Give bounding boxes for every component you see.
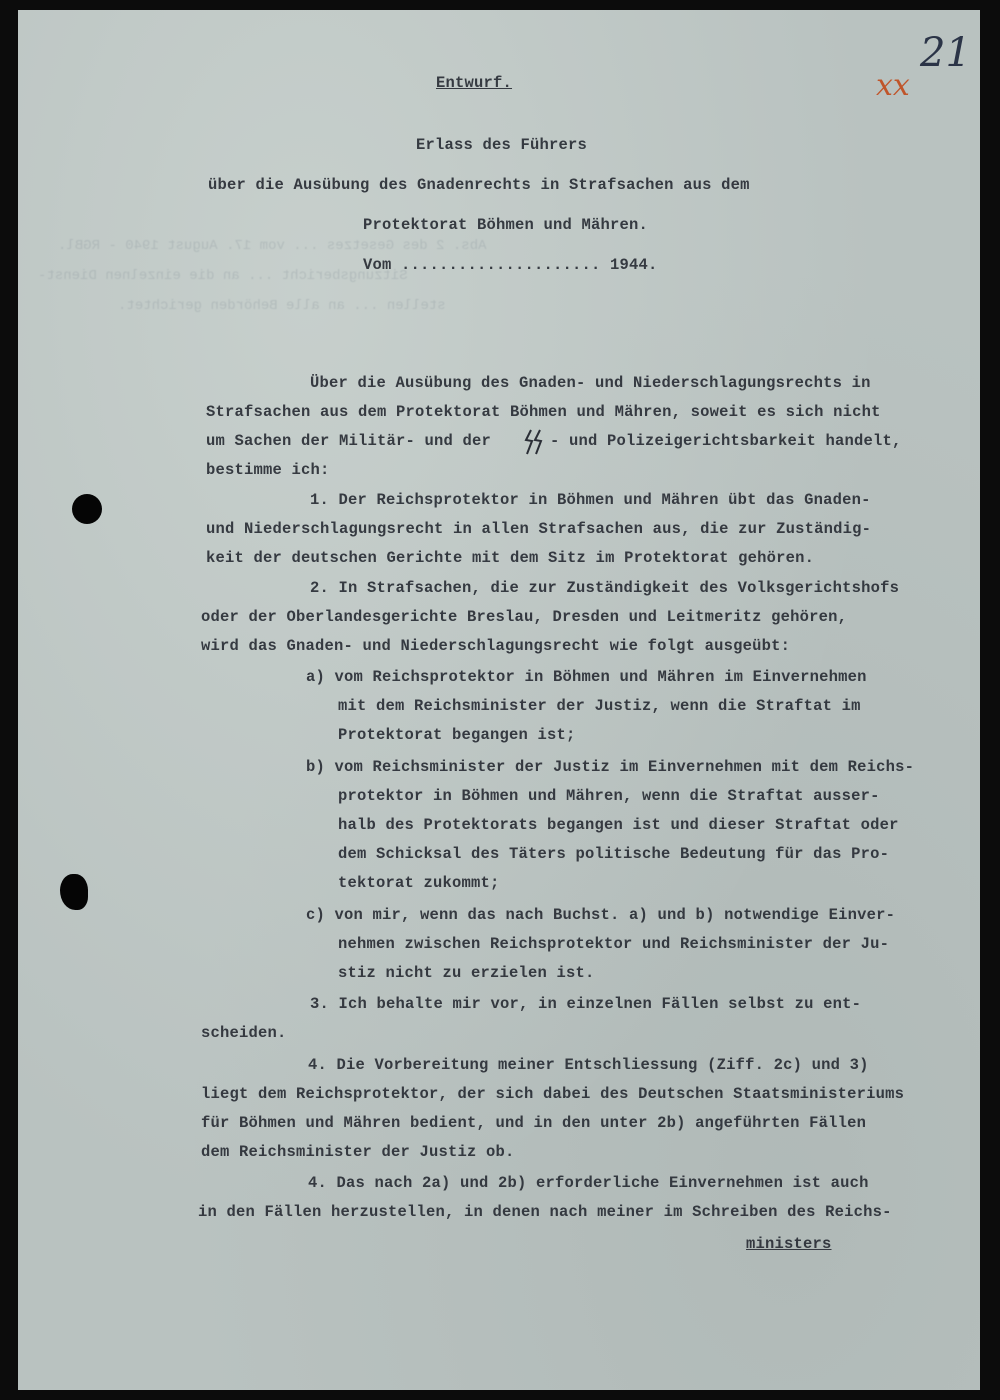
para2-a-line-2: mit dem Reichsminister der Justiz, wenn die Straftat im [338,697,861,715]
subtitle-line-1: über die Ausübung des Gnadenrechts in Strafsachen aus dem [208,176,750,194]
para2-b-line-4: dem Schicksal des Täters politische Bedeutung für das Pro- [338,845,890,863]
intro-line-3a: um Sachen der Militär- und der [206,432,492,450]
para2-c-line-1: c) von mir, wenn das nach Buchst. a) und b) notwendige Einver- [306,906,896,924]
ss-runes-mark [523,428,545,456]
para3-line-2: scheiden. [201,1024,287,1042]
para1-line-1: 1. Der Reichsprotektor in Böhmen und Mähren übt das Gnaden- [310,491,871,509]
intro-line-2: Strafsachen aus dem Protektorat Böhmen und Mähren, soweit es sich nicht [206,403,881,421]
para2-c-line-3: stiz nicht zu erzielen ist. [338,964,595,982]
para2-line-2: oder der Oberlandesgerichte Breslau, Dresden und Leitmeritz gehören, [201,608,848,626]
para2-line-1: 2. In Strafsachen, die zur Zuständigkeit des Volksgerichtshofs [310,579,900,597]
intro-line-4: bestimme ich: [206,461,330,479]
catchword: ministers [746,1235,832,1253]
para2-b-line-1: b) vom Reichsminister der Justiz im Einvernehmen mit dem Reichs- [306,758,915,776]
para2-line-3: wird das Gnaden- und Niederschlagungsrecht wie folgt ausgeübt: [201,637,791,655]
para3-line-1: 3. Ich behalte mir vor, in einzelnen Fällen selbst zu ent- [310,995,862,1013]
punch-hole-top [72,494,102,524]
para5-line-1: 4. Das nach 2a) und 2b) erforderliche Einvernehmen ist auch [308,1174,869,1192]
para2-a-line-3: Protektorat begangen ist; [338,726,576,744]
para4-line-4: dem Reichsminister der Justiz ob. [201,1143,515,1161]
document-page [18,10,980,1390]
draft-heading: Entwurf. [436,74,513,92]
document-title: Erlass des Führers [416,136,588,154]
para1-line-2: und Niederschlagungsrecht in allen Strafsachen aus, die zur Zuständig- [206,520,872,538]
punch-hole-bottom [60,874,88,910]
para2-c-line-2: nehmen zwischen Reichsprotektor und Reichsminister der Ju- [338,935,890,953]
para2-b-line-3: halb des Protektorats begangen ist und dieser Straftat oder [338,816,899,834]
bleed-through-line-1: Abs. 2 des Gesetzes ... vom 17. August 1940 - RGBl. [58,238,487,254]
para4-line-1: 4. Die Vorbereitung meiner Entschliessung (Ziff. 2c) und 3) [308,1056,869,1074]
para5-line-2: in den Fällen herzustellen, in denen nach meiner im Schreiben des Reichs- [198,1203,892,1221]
bleed-through-line-2: Sitzungsbericht ... an die einzelnen Dienst- [38,268,408,284]
page-number-annotation: 21 [920,30,971,76]
handwritten-mark: xx [876,68,910,103]
subtitle-line-2: Protektorat Böhmen und Mähren. [363,216,649,234]
para2-a-line-1: a) vom Reichsprotektor in Böhmen und Mähren im Einvernehmen [306,668,867,686]
intro-line-3b: - und Polizeigerichtsbarkeit handelt, [550,432,902,450]
para1-line-3: keit der deutschen Gerichte mit dem Sitz im Protektorat gehören. [206,549,815,567]
para2-b-line-5: tektorat zukommt; [338,874,500,892]
para4-line-3: für Böhmen und Mähren bedient, und in den unter 2b) angeführten Fällen [201,1114,867,1132]
bleed-through-line-3: stellen ... an alle Behörden gerichtet. [118,298,446,314]
para4-line-2: liegt dem Reichsprotektor, der sich dabei des Deutschen Staatsministeriums [201,1085,905,1103]
intro-line-1: Über die Ausübung des Gnaden- und Niederschlagungsrechts in [310,374,871,392]
date-line: Vom ..................... 1944. [363,256,658,274]
para2-b-line-2: protektor in Böhmen und Mähren, wenn die Straftat ausser- [338,787,880,805]
